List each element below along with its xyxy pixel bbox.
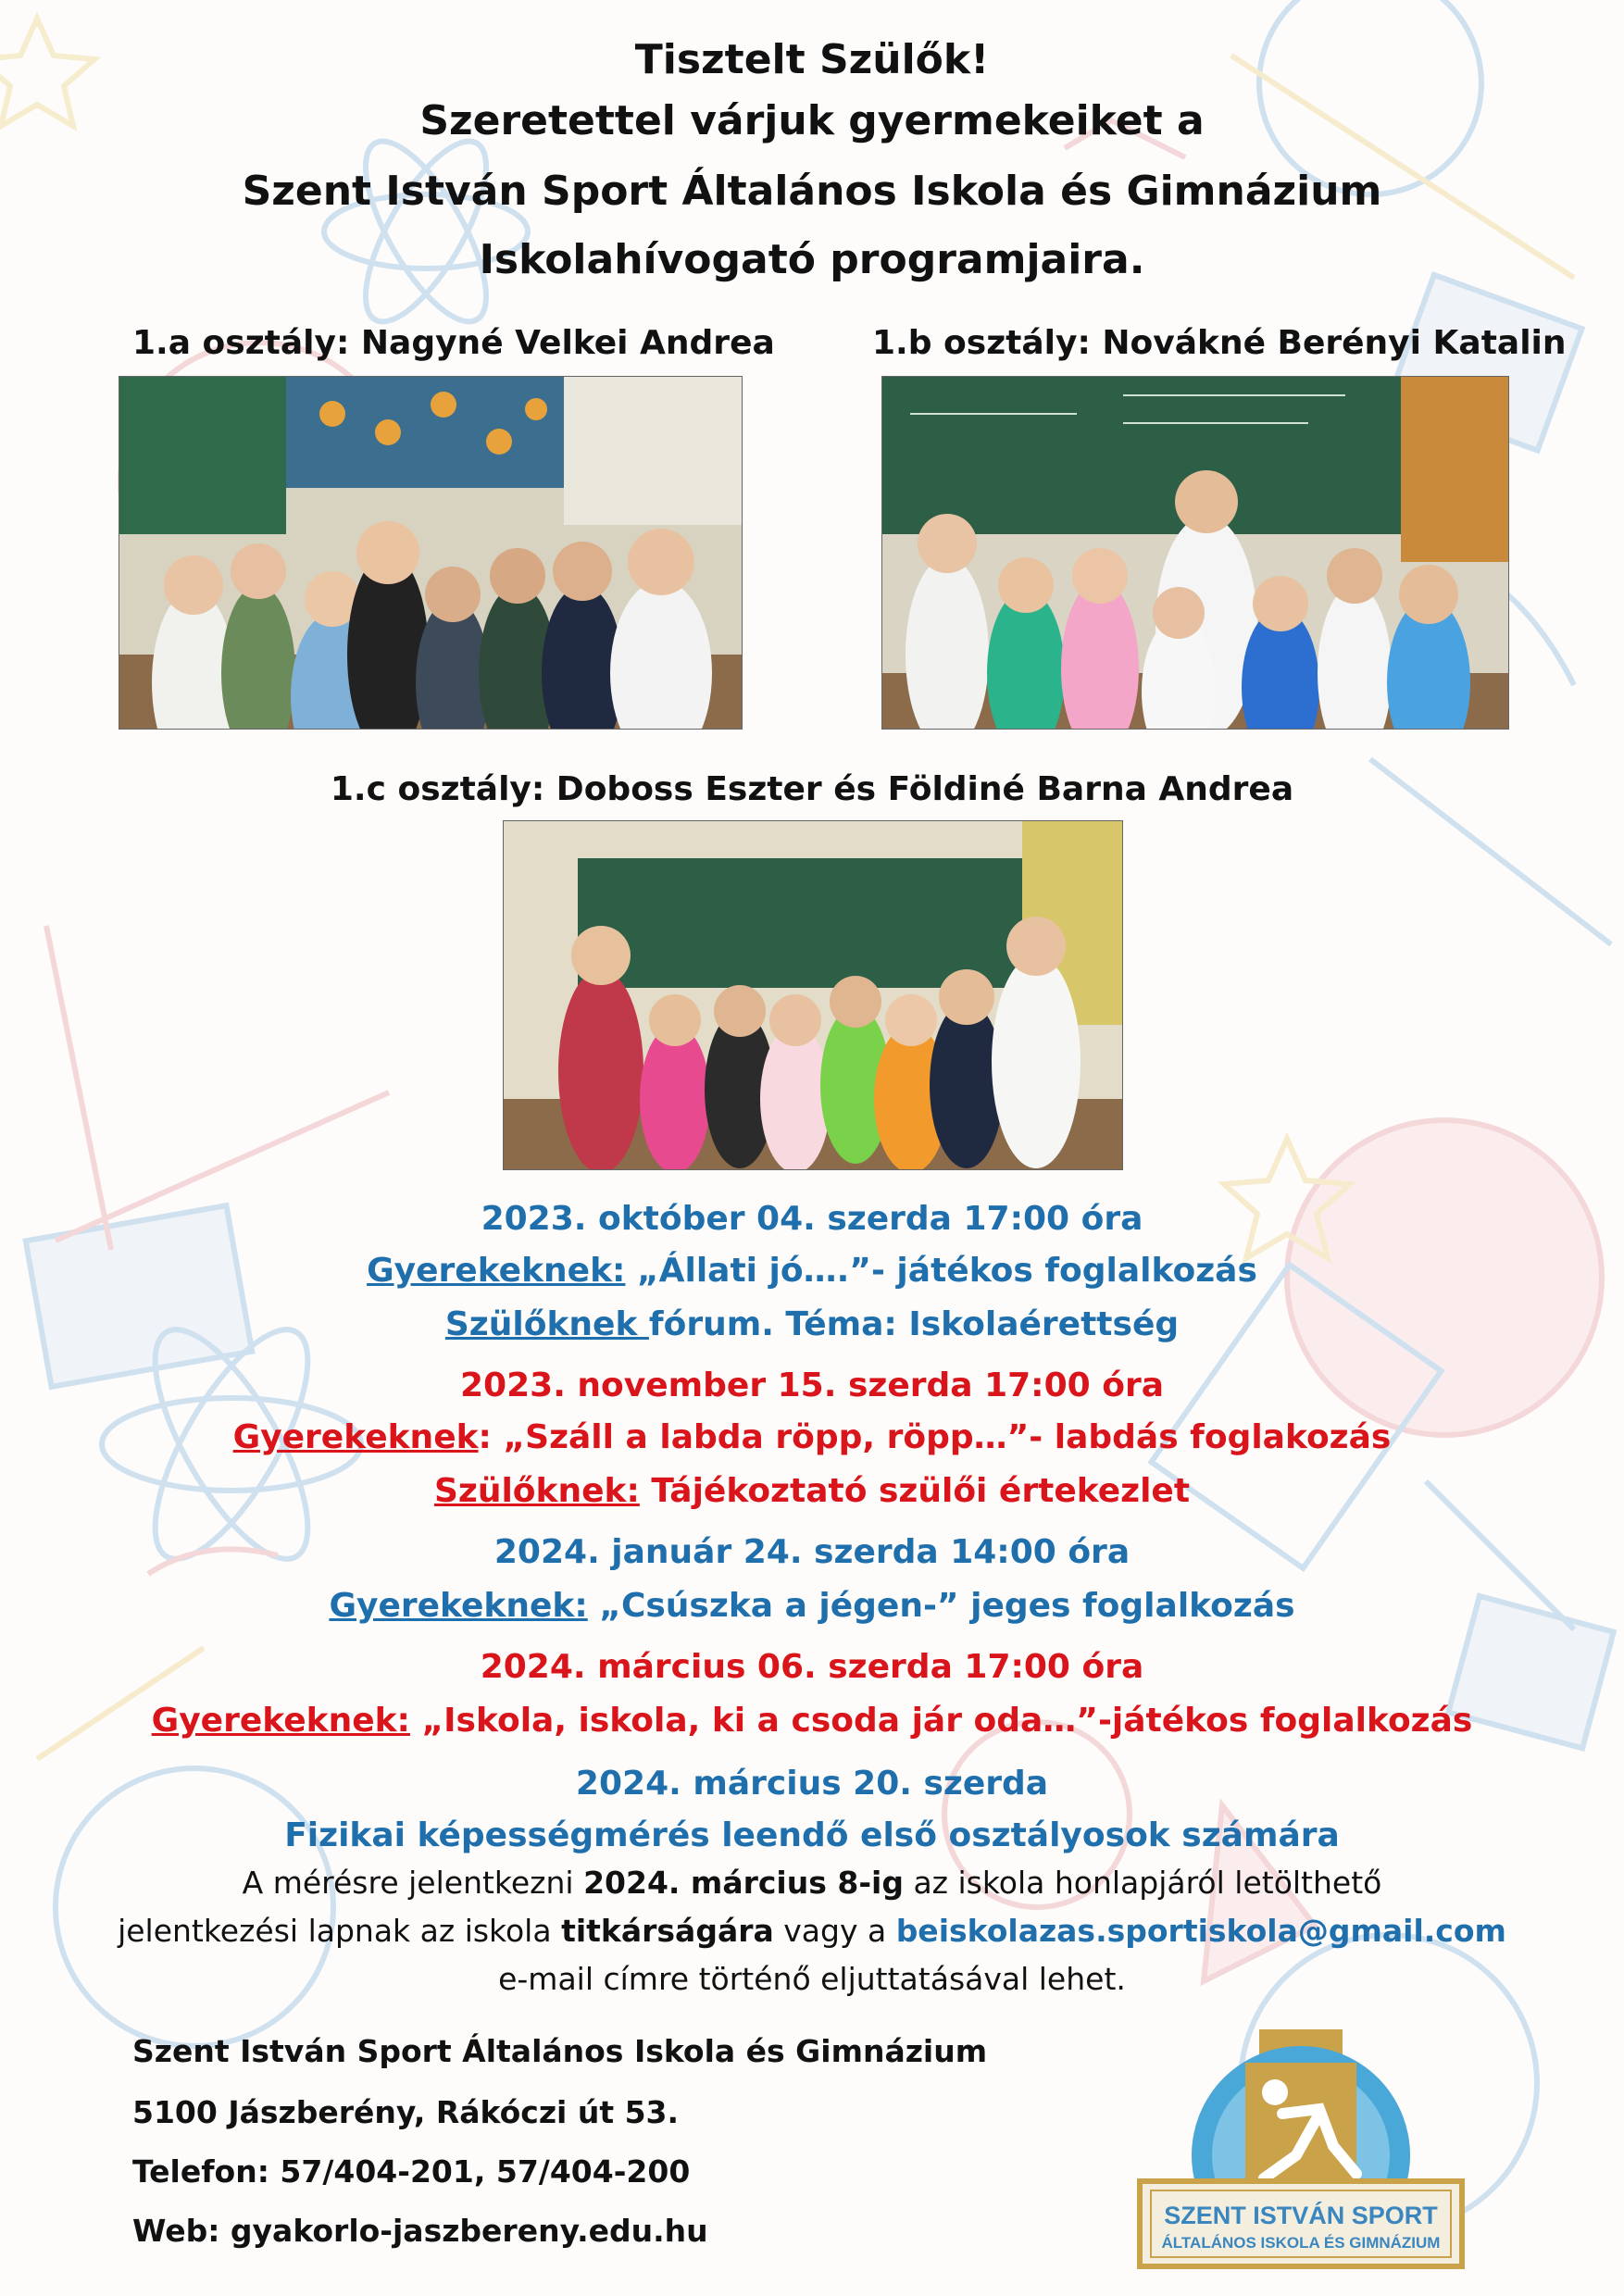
event-2-parents-text: Tájékoztató szülői értekezlet	[639, 1472, 1191, 1510]
event-2-date: 2023. november 15. szerda 17:00 óra	[460, 1366, 1164, 1404]
event-4-kids-label: Gyerekeknek:	[151, 1702, 410, 1740]
event-1-parents-text: fórum. Téma: Iskolaérettség	[648, 1305, 1180, 1343]
class-1b-photo	[881, 376, 1509, 730]
email-link[interactable]: beiskolazas.sportiskola@gmail.com	[895, 1913, 1506, 1949]
program-heading: Iskolahívogató programjaira.	[479, 236, 1145, 283]
footer-school-name: Szent István Sport Általános Iskola és Gimnázium	[132, 2033, 988, 2069]
fitness-info-line-1: A mérésre jelentkezni 2024. március 8-ig az iskola honlapjáról letölthető	[242, 1865, 1382, 1901]
class-1c-photo	[503, 820, 1123, 1170]
footer-phone: Telefon: 57/404-201, 57/404-200	[132, 2153, 691, 2190]
event-1-parents-label: Szülőknek	[444, 1305, 649, 1343]
event-4-date: 2024. március 06. szerda 17:00 óra	[480, 1648, 1144, 1686]
invitation-line: Szeretettel várjuk gyermekeiket a	[419, 97, 1205, 144]
class-1b-caption: 1.b osztály: Novákné Berényi Katalin	[872, 324, 1567, 362]
event-4-kids-text: „Iskola, iskola, ki a csoda jár oda…”-játékos foglalkozás	[409, 1702, 1473, 1740]
logo-title: SZENT ISTVÁN SPORT	[1164, 2202, 1438, 2229]
logo-subtitle: ÁLTALÁNOS ISKOLA ÉS GIMNÁZIUM	[1161, 2234, 1441, 2252]
event-1-date: 2023. október 04. szerda 17:00 óra	[481, 1200, 1143, 1238]
event-2-parents-label: Szülőknek:	[433, 1472, 640, 1510]
event-1-kids-text: „Állati jó….”- játékos foglalkozás	[625, 1252, 1257, 1290]
event-4-kids	[0, 1702, 1624, 1741]
school-name-heading: Szent István Sport Általános Iskola és Gimnázium	[242, 168, 1382, 215]
class-1c-caption: 1.c osztály: Doboss Eszter és Földiné Barna Andrea	[330, 770, 1294, 808]
fitness-title: Fizikai képességmérés leendő első osztályosok számára	[284, 1816, 1340, 1854]
event-1-parents	[0, 1305, 1624, 1344]
event-2-kids-text: : „Száll a labda röpp, röpp…”- labdás foglakozás	[478, 1418, 1392, 1456]
event-1-kids-label: Gyerekeknek:	[367, 1252, 626, 1290]
event-3-kids-text: „Csúszka a jégen-” jeges foglalkozás	[587, 1587, 1295, 1625]
class-1a-photo	[119, 376, 743, 730]
footer-address: 5100 Jászberény, Rákóczi út 53.	[132, 2094, 680, 2130]
greeting: Tisztelt Szülők!	[634, 36, 990, 83]
event-1-kids	[0, 1252, 1624, 1291]
footer-web[interactable]: Web: gyakorlo-jaszbereny.edu.hu	[132, 2213, 708, 2249]
class-1a-caption: 1.a osztály: Nagyné Velkei Andrea	[132, 324, 775, 362]
event-3-kids-label: Gyerekeknek:	[329, 1587, 588, 1625]
fitness-info-line-3: e-mail címre történő eljuttatásával lehet.	[498, 1961, 1126, 1997]
fitness-date: 2024. március 20. szerda	[575, 1765, 1049, 1803]
event-3-kids	[0, 1587, 1624, 1626]
fitness-info-line-2: jelentkezési lapnak az iskola titkárságára vagy a beiskolazas.sportiskola@gmail.com	[118, 1913, 1506, 1949]
event-2-kids-label: Gyerekeknek	[232, 1418, 479, 1456]
event-2-parents	[0, 1472, 1624, 1511]
school-logo	[1134, 2026, 1468, 2276]
event-2-kids	[0, 1418, 1624, 1457]
event-3-date: 2024. január 24. szerda 14:00 óra	[493, 1533, 1131, 1571]
